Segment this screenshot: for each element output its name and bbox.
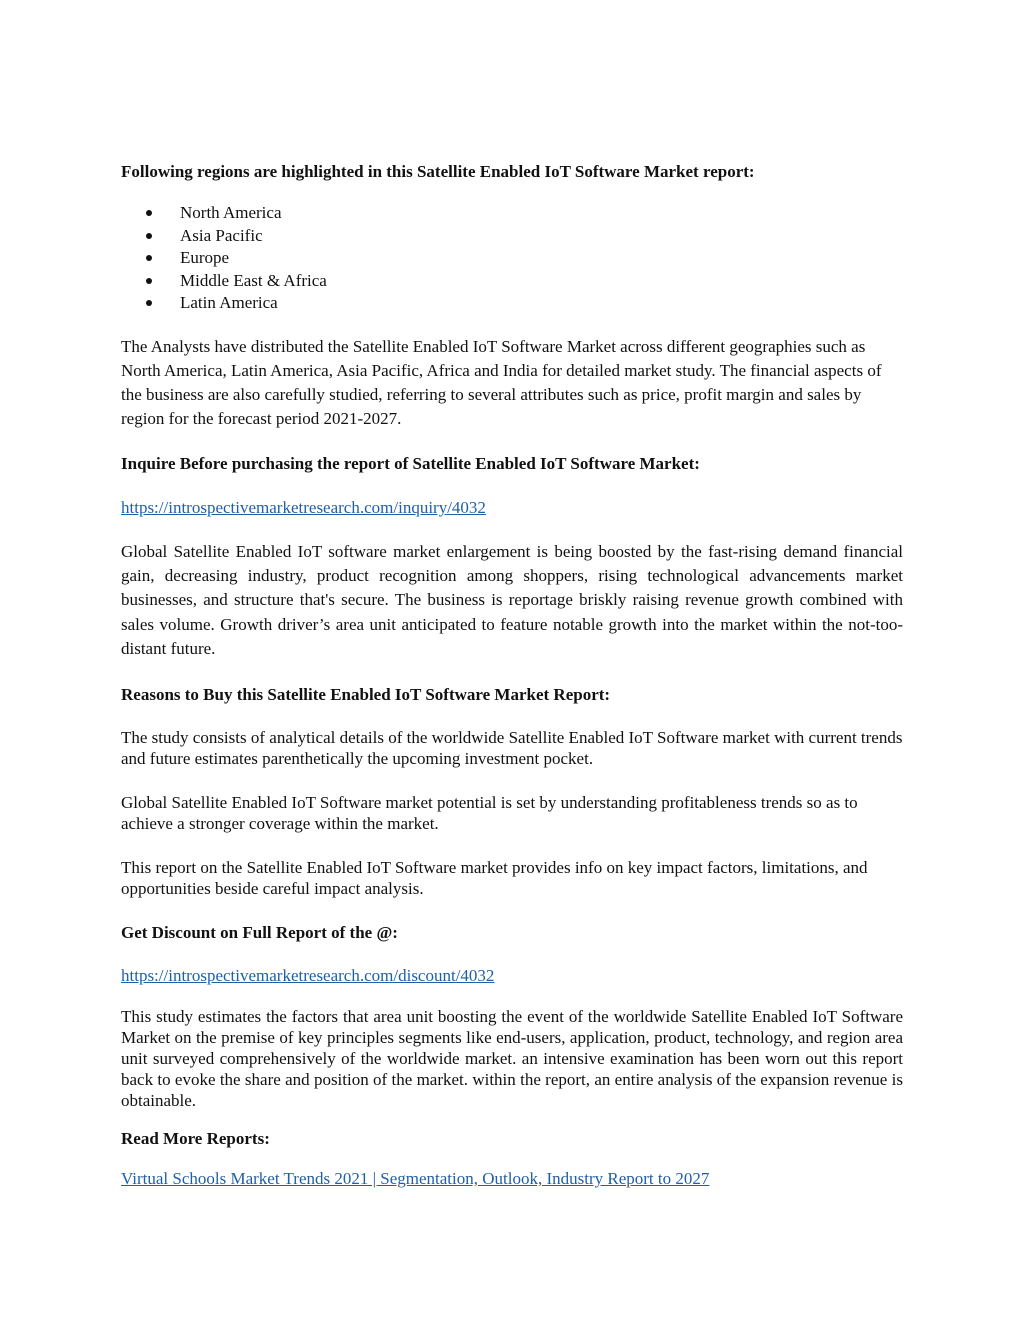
bullet-icon — [146, 255, 152, 261]
regions-heading: Following regions are highlighted in this Satellite Enabled IoT Software Market report: — [121, 162, 755, 181]
reason-paragraph: This report on the Satellite Enabled IoT Software market provides info on key impact factors, limitations, and opportunities beside careful impact analysis. — [121, 858, 868, 899]
discount-heading: Get Discount on Full Report of the @: — [121, 923, 398, 943]
read-more-link-line — [121, 1167, 903, 1191]
list-item: Europe — [121, 247, 903, 270]
regions-list — [121, 202, 903, 315]
list-item: North America — [121, 202, 903, 225]
bullet-icon — [146, 210, 152, 216]
global-paragraph: Global Satellite Enabled IoT software market enlargement is being boosted by the fast-rising demand financial gain, decreasing industry, product recognition among shoppers, rising technological advancements market businesses, and structure that's secure. The business is reportage briskly raising revenue growth combined with sales volume. Growth driver’s area unit anticipated to feature notable growth into the market within the not-too-distant future. — [121, 541, 903, 658]
bullet-icon — [146, 278, 152, 284]
study-paragraph: This study estimates the factors that area unit boosting the event of the worldwide Satellite Enabled IoT Software Market on the premise of key principles segments like end-users, application, product, technology, and region area unit surveyed comprehensively of the worldwide market. an intensive examination has been worn out this report back to evoke the share and position of the market. within the report, an entire analysis of the expansion revenue is obtainable. — [121, 1007, 903, 1111]
document-content — [121, 160, 903, 1191]
read-more-heading: Read More Reports: — [121, 1129, 270, 1149]
list-item: Asia Pacific — [121, 225, 903, 248]
inquiry-link-line — [121, 496, 903, 520]
discount-link[interactable]: https://introspectivemarketresearch.com/discount/4032 — [121, 966, 495, 986]
reason-paragraph: The study consists of analytical details of the worldwide Satellite Enabled IoT Software market with current trends and future estimates parenthetically the upcoming investment pocket. — [121, 728, 903, 769]
list-item: Latin America — [121, 292, 903, 315]
discount-link-line — [121, 964, 903, 988]
reasons-heading: Reasons to Buy this Satellite Enabled IoT Software Market Report: — [121, 685, 611, 705]
inquiry-link[interactable]: https://introspectivemarketresearch.com/inquiry/4032 — [121, 497, 486, 517]
bullet-icon — [146, 300, 152, 306]
list-item: Middle East & Africa — [121, 270, 903, 293]
reason-paragraph: Global Satellite Enabled IoT Software market potential is set by understanding profitableness trends so as to achieve a stronger coverage within the market. — [121, 793, 858, 834]
read-more-link[interactable]: Virtual Schools Market Trends 2021 | Segmentation, Outlook, Industry Report to 2027 — [121, 1169, 710, 1189]
bullet-icon — [146, 233, 152, 239]
inquire-heading: Inquire Before purchasing the report of Satellite Enabled IoT Software Market: — [121, 453, 700, 473]
analysts-paragraph: The Analysts have distributed the Satellite Enabled IoT Software Market across different geographies such as North America, Latin America, Asia Pacific, Africa and India for detailed market study. The financial aspects of the business are also carefully studied, referring to several attributes such as price, profit margin and sales by region for the forecast period 2021-2027. — [121, 336, 882, 429]
